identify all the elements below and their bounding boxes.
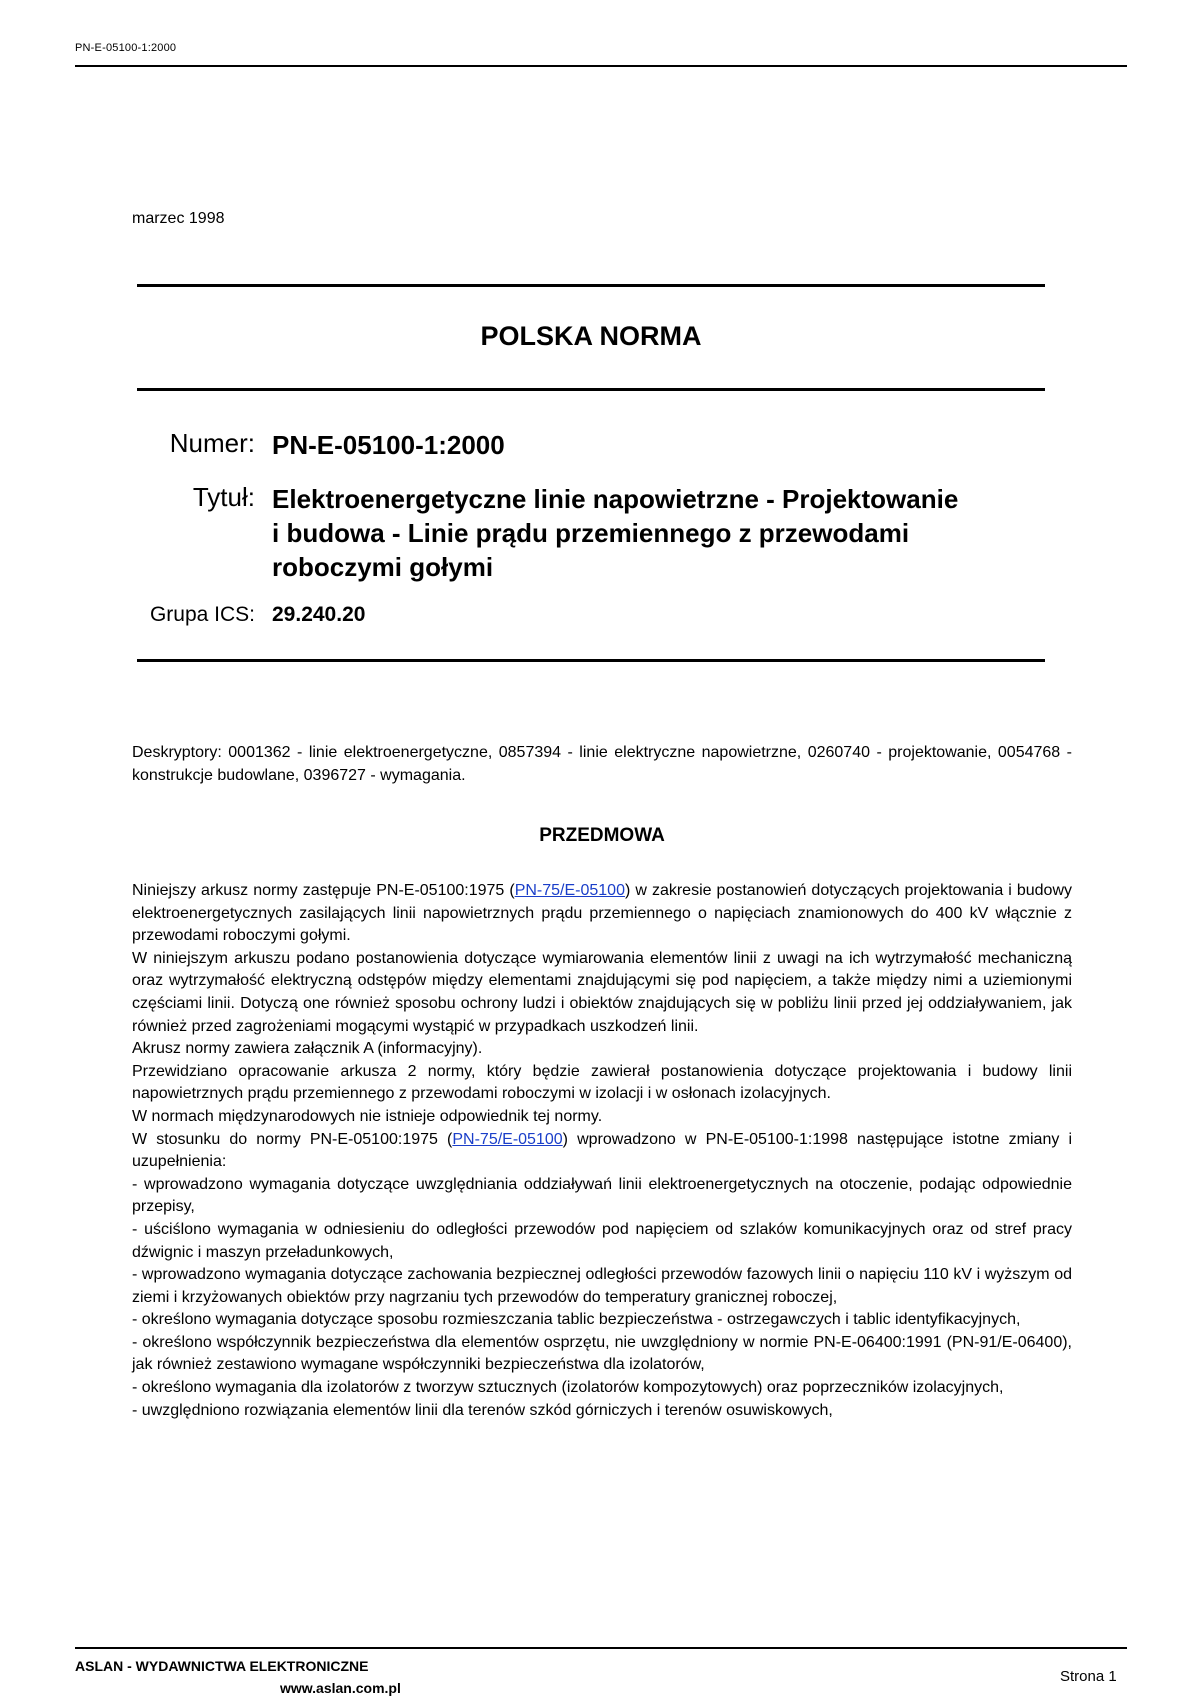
- ics-label: Grupa ICS:: [149, 603, 255, 626]
- title-rule-bottom: [137, 388, 1045, 391]
- page-number: Strona 1: [1060, 1668, 1117, 1685]
- number-label: Numer:: [169, 428, 255, 458]
- title-value: [272, 482, 958, 584]
- foreword-paragraph-6: W stosunku do normy PN-E-05100:1975 (PN-75/E-05100) wprowadzono w PN-E-05100-1:1998 następujące istotne zmiany i uzupełnienia:: [132, 1130, 1073, 1171]
- foreword-paragraph-5: W normach międzynarodowych nie istnieje odpowiednik tej normy.: [132, 1107, 603, 1125]
- footer-publisher: ASLAN - WYDAWNICTWA ELEKTRONICZNE: [75, 1658, 369, 1674]
- page-title: POLSKA NORMA: [480, 321, 702, 351]
- list-item: - wprowadzono wymagania dotyczące zachowania bezpiecznej odległości przewodów fazowych linii o napięciu 110 kV i wyższym od ziemi i krzyżowanych obiektów przy nagrzaniu tych przewodów do temperatury granicznej roboczej,: [132, 1266, 1072, 1306]
- title-line-3: roboczymi gołymi: [272, 552, 494, 582]
- title-label: Tytuł:: [192, 482, 255, 512]
- foreword-paragraph-4: Przewidziano opracowanie arkusza 2 normy, który będzie zawierał postanowienia dotyczące projektowania i budowy linii napowietrznych prądu przemiennego z przewodami roboczymi w izolacji i w osłonach izolacyjnych.: [132, 1062, 1072, 1103]
- link-pn-75-e-05100[interactable]: PN-75/E-05100: [514, 882, 625, 899]
- footer-rule: [75, 1647, 1127, 1649]
- list-item: - określono wymagania dotyczące sposobu rozmieszczania tablic bezpieczeństwa - ostrzegawczych i tablic identyfikacyjnych,: [132, 1311, 1021, 1329]
- foreword-paragraph-2: W niniejszym arkuszu podano postanowienia dotyczące wymiarowania elementów linii z uwagi na ich wytrzymałość mechaniczną oraz wytrzymałość elektryczną odstępów między elementami znajdującymi się pod napięciem, a także między nimi a uziemionymi częściami linii. Dotyczą one również sposobu ochrony ludzi i obiektów znajdujących się w pobliżu linii przed jej oddziaływaniem, jak również przed zagrożeniami mogącymi wystąpić w przypadkach uszkodzeń linii.: [132, 949, 1072, 1035]
- descriptors: Deskryptory: 0001362 - linie elektroenergetyczne, 0857394 - linie elektryczne napowietrzne, 0260740 - projektowanie, 0054768 - konstrukcje budowlane, 0396727 - wymagania.: [132, 744, 1072, 784]
- foreword-heading: PRZEDMOWA: [539, 825, 665, 846]
- list-item: - określono wymagania dla izolatorów z tworzyw sztucznych (izolatorów kompozytowych) oraz poprzeczników izolacyjnych,: [132, 1379, 1004, 1397]
- ics-value: 29.240.20: [272, 603, 366, 626]
- list-item: - określono współczynnik bezpieczeństwa dla elementów osprzętu, nie uwzględniony w normie PN-E-06400:1991 (PN-91/E-06400), jak również zestawiono wymagane współczynniki bezpieczeństwa dla izolatorów,: [132, 1333, 1072, 1374]
- title-rule-top: [137, 284, 1045, 287]
- list-item: - uściślono wymagania w odniesieniu do odległości przewodów pod napięciem od szlaków komunikacyjnych oraz od stref pracy dźwignic i maszyn przeładunkowych,: [132, 1220, 1072, 1261]
- number-value: PN-E-05100-1:2000: [272, 430, 505, 460]
- list-item: - uwzględniono rozwiązania elementów linii dla terenów szkód górniczych i terenów osuwiskowych,: [132, 1401, 833, 1419]
- link-pn-75-e-05100-2[interactable]: PN-75/E-05100: [452, 1130, 563, 1148]
- foreword-paragraph-1: Niniejszy arkusz normy zastępuje PN-E-05100:1975 (PN-75/E-05100) w zakresie postanowień dotyczących projektowania i budowy elektroenergetycznych zasilających linii napowietrznych prądu przemiennego o napięciach znamionowych do 400 kV włącznie z przewodami roboczymi gołymi.: [132, 882, 1073, 945]
- title-line-1: Elektroenergetyczne linie napowietrzne - Projektowanie: [272, 484, 959, 514]
- foreword-body: [132, 880, 1072, 1422]
- foreword-paragraph-3: Akrusz normy zawiera załącznik A (informacyjny).: [132, 1040, 483, 1058]
- header-rule: [75, 65, 1127, 67]
- running-header-doc-code: PN-E-05100-1:2000: [75, 42, 177, 54]
- footer-url: www.aslan.com.pl: [280, 1680, 401, 1696]
- document-date: marzec 1998: [132, 210, 225, 227]
- meta-rule-bottom: [137, 659, 1045, 662]
- title-line-2: i budowa - Linie prądu przemiennego z przewodami: [272, 518, 910, 548]
- list-item: - wprowadzono wymagania dotyczące uwzględniania oddziaływań linii elektroenergetycznych na otoczenie, podając odpowiednie przepisy,: [132, 1175, 1072, 1216]
